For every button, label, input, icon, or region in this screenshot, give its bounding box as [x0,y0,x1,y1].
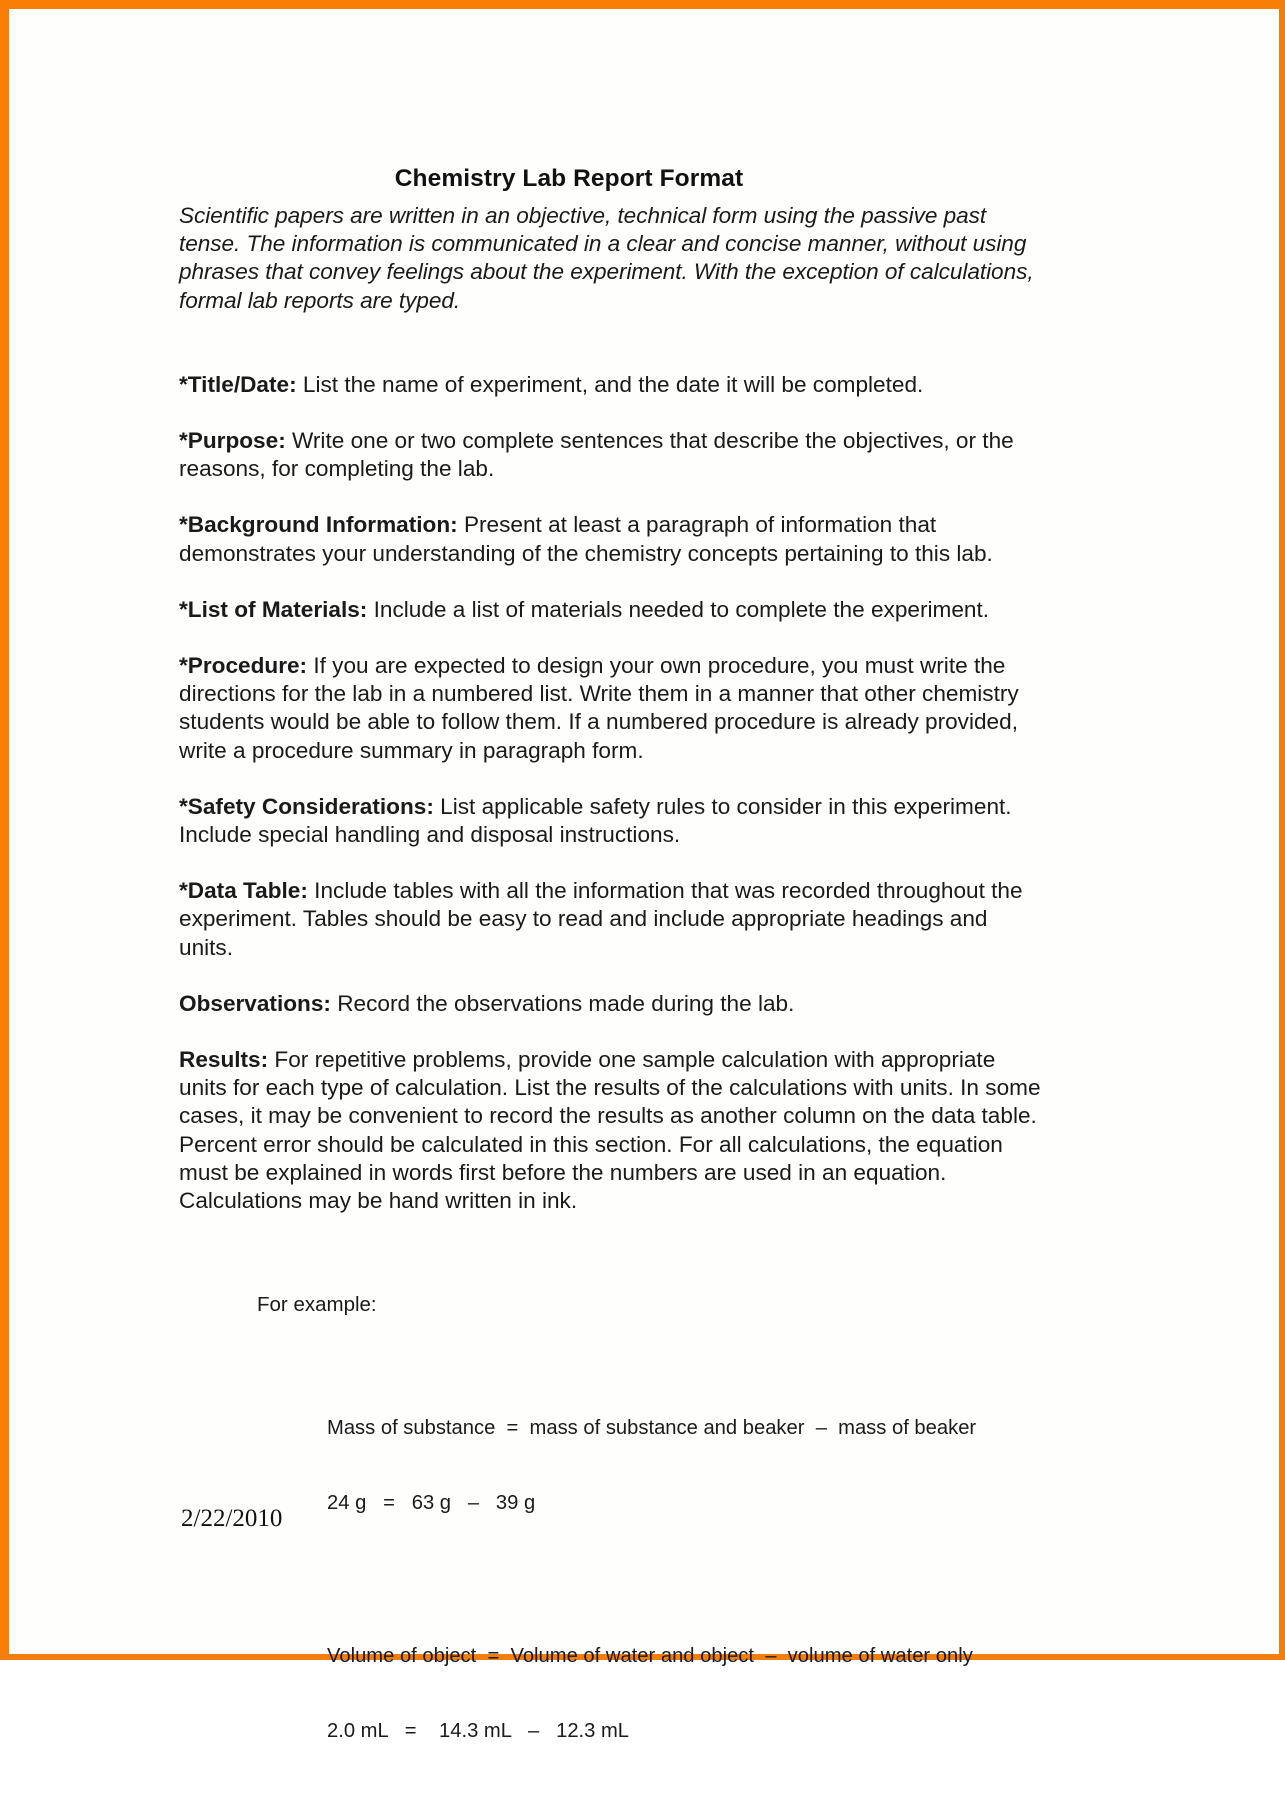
document-body [179,202,1041,1794]
spacer [179,1018,1041,1046]
section-label: *Purpose: [179,428,286,454]
page-border-top [0,0,1285,9]
spacer [179,315,1041,371]
section-data-table [179,877,1041,962]
section-text: Present at least a paragraph of information that demonstrates your understanding of the chemistry concepts pertaining to this lab. [179,512,993,566]
spacer [179,1566,1041,1594]
section-label: *Procedure: [179,653,308,679]
section-text: Write one or two complete sentences that describe the objectives, or the reasons, for completing the lab. [179,428,1014,482]
example-lead: For example: [257,1292,377,1316]
section-background-information [179,511,1041,567]
section-purpose [179,427,1041,483]
section-title-date [179,371,1041,399]
section-label: *Background Information: [179,512,458,538]
date-stamp: 2/22/2010 [181,1505,283,1532]
spacer [179,624,1041,652]
spacer [179,1338,1041,1366]
word-equation: Volume of object = Volume of water and object – volume of water only [327,1645,973,1668]
section-label: *Data Table: [179,878,308,904]
number-equation: 24 g = 63 g – 39 g [327,1492,536,1515]
section-observations [179,990,1041,1018]
word-equation: Mass of substance = mass of substance and beaker – mass of beaker [327,1417,977,1440]
spacer [179,483,1041,511]
section-label: *Title/Date: [179,371,297,397]
paper-sheet [9,9,1279,1743]
section-label: Observations: [179,990,331,1016]
section-text: For repetitive problems, provide one sample calculation with appropriate units for each type of calculation. List the results of the calculations with units. In some cases, it may be convenient to record the results as another column on the data table. Percent error should be calculated in this section. For all calculations, the equation must be explained in words first before the numbers are used in an equation. Calculations may be hand written in ink. [179,1047,1041,1214]
spacer [179,399,1041,427]
section-safety-considerations [179,793,1041,849]
section-procedure [179,652,1041,765]
spacer [179,765,1041,793]
section-text: Include a list of materials needed to complete the experiment. [367,596,989,622]
number-equation: 2.0 mL = 14.3 mL – 12.3 mL [327,1720,630,1743]
intro-paragraph: Scientific papers are written in an objective, technical form using the passive past tense. The information is communicated in a clear and concise manner, without using phrases that convey feelings about the experiment. With the exception of calculations, formal lab reports are typed. [179,203,1034,313]
page-title: Chemistry Lab Report Format [394,165,744,193]
page-border-left [0,0,9,1660]
section-label: *Safety Considerations: [179,793,434,819]
spacer [179,849,1041,877]
section-label: Results: [179,1047,269,1073]
section-text: Record the observations made during the lab. [330,990,795,1016]
spacer [179,962,1041,990]
section-text: Include tables with all the information that was recorded throughout the experiment. Tables should be easy to read and include appropriate headings and units. [179,878,1023,960]
spacer [179,1215,1041,1271]
section-results [179,1046,1041,1215]
section-text: List applicable safety rules to consider in this experiment. Include special handling and disposal instructions. [179,793,1012,848]
section-list-of-materials [179,596,1041,624]
spacer [179,568,1041,596]
page-border-right [1279,0,1285,1660]
section-text: If you are expected to design your own procedure, you must write the directions for the lab in a numbered list. Write them in a manner that other chemistry students would be able to follow them. If a numbered procedure is already provided, write a procedure summary in paragraph form. [179,653,1019,763]
example-calculation-volume [327,1594,1041,1794]
section-label: *List of Materials: [179,596,368,622]
section-text: List the name of experiment, and the date it will be completed. [296,371,924,397]
example-calculation-mass [327,1366,1041,1566]
